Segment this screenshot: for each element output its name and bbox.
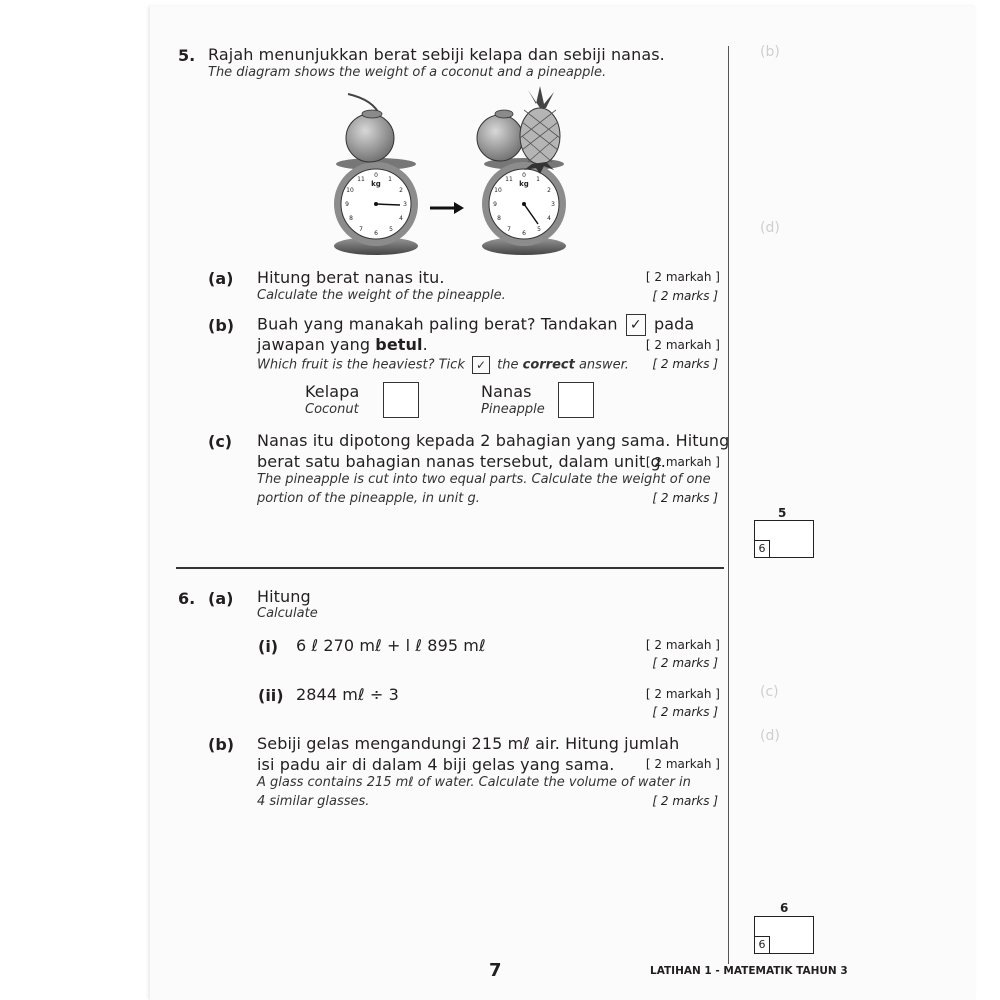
q6b-text-en-1: A glass contains 215 mℓ of water. Calculate the volume of water in (257, 775, 691, 790)
svg-text:6: 6 (374, 230, 378, 237)
score-max-q6: 6 (780, 901, 789, 915)
option-pineapple-ms: Nanas (481, 382, 532, 401)
q5b-text-ms-part: pada (653, 314, 695, 334)
q6b-text-ms-1: Sebiji gelas mengandungi 215 mℓ air. Hitung jumlah (257, 734, 680, 753)
svg-text:0: 0 (522, 172, 526, 179)
question-number: 6. (178, 589, 196, 608)
q6b-text-ms-2: isi padu air di dalam 4 biji gelas yang sama. (257, 755, 615, 774)
svg-text:3: 3 (403, 201, 407, 208)
svg-text:11: 11 (357, 176, 365, 183)
q5b-text-en-part: answer. (578, 357, 629, 373)
q5b-text-ms (257, 314, 694, 336)
question-number: 5. (178, 46, 196, 65)
margin-rule (728, 46, 729, 964)
q5b-text-en-bold: correct (522, 357, 575, 373)
marks-label: [ 2 markah ] (645, 638, 720, 652)
q5b-text-ms-bold: betul (375, 335, 423, 354)
tick-icon: ✓ (472, 356, 490, 374)
q5b-text-en (257, 356, 629, 374)
q5c-text-ms-1: Nanas itu dipotong kepada 2 bahagian yang sama. Hitung (257, 431, 730, 450)
marks-label: [ 2 marks ] (652, 656, 718, 670)
svg-text:7: 7 (359, 226, 363, 233)
marks-label: [ 2 marks ] (652, 705, 718, 719)
bleed-through-text: (d) (760, 220, 780, 236)
subquestion-label: (a) (208, 269, 234, 288)
svg-text:10: 10 (346, 187, 354, 194)
page-number: 7 (489, 960, 502, 981)
svg-text:3: 3 (551, 201, 555, 208)
svg-text:4: 4 (399, 215, 403, 222)
svg-text:11: 11 (505, 176, 513, 183)
svg-text:2: 2 (547, 187, 551, 194)
subquestion-label: (b) (208, 316, 235, 335)
q5b-text-ms-part: jawapan yang (257, 335, 371, 354)
scale-unit-label: kg (519, 180, 529, 188)
svg-text:10: 10 (494, 187, 502, 194)
q5b-text-ms-part: . (422, 335, 428, 354)
q6a-text-ms: Hitung (257, 587, 311, 606)
q5c-text-ms-2: berat satu bahagian nanas tersebut, dalam unit g. (257, 452, 666, 471)
question-stem-en: The diagram shows the weight of a coconut and a pineapple. (208, 65, 607, 80)
bleed-through-text: (c) (760, 684, 779, 700)
scale-right (477, 86, 566, 255)
svg-text:4: 4 (547, 215, 551, 222)
q5a-text-ms: Hitung berat nanas itu. (257, 268, 445, 287)
svg-text:1: 1 (536, 176, 540, 183)
scale-left (334, 94, 418, 255)
coconut-image (346, 114, 394, 162)
scale-unit-label: kg (371, 180, 381, 188)
coconut-image (477, 115, 523, 161)
q5c-text-en-2: portion of the pineapple, in unit g. (257, 491, 480, 506)
footer-title: LATIHAN 1 - MATEMATIK TAHUN 3 (650, 965, 848, 977)
answer-checkbox-pineapple[interactable] (558, 382, 594, 418)
svg-text:5: 5 (389, 226, 393, 233)
svg-text:7: 7 (507, 226, 511, 233)
score-total-q5: 6 (754, 540, 770, 558)
q6ai-expression: 6 ℓ 270 mℓ + l ℓ 895 mℓ (296, 636, 486, 655)
q5b-text-ms-line2 (257, 335, 428, 354)
marks-label: [ 2 marks ] (652, 289, 718, 303)
subquestion-label: (a) (208, 589, 234, 608)
answer-checkbox-coconut[interactable] (383, 382, 419, 418)
section-divider (176, 567, 724, 569)
marks-label: [ 2 markah ] (645, 757, 720, 771)
marks-label: [ 2 marks ] (652, 794, 718, 808)
marks-label: [ 2 markah ] (645, 338, 720, 352)
subquestion-label: (b) (208, 735, 235, 754)
marks-label: [ 2 marks ] (652, 357, 718, 371)
svg-text:0: 0 (374, 172, 378, 179)
option-coconut-ms: Kelapa (305, 382, 360, 401)
marks-label: [ 2 markah ] (645, 455, 720, 469)
q6aii-expression: 2844 mℓ ÷ 3 (296, 685, 399, 704)
arrow-icon (430, 202, 464, 214)
svg-text:2: 2 (399, 187, 403, 194)
q5c-text-en-1: The pineapple is cut into two equal parts. Calculate the weight of one (257, 472, 711, 487)
weighing-scale-diagram (318, 86, 580, 258)
score-box-q5[interactable] (754, 520, 814, 558)
score-max-q5: 5 (778, 506, 787, 520)
q5b-text-en-part: the (497, 357, 519, 373)
marks-label: [ 2 markah ] (645, 270, 720, 284)
option-pineapple-en: Pineapple (481, 402, 545, 417)
marks-label: [ 2 marks ] (652, 491, 718, 505)
q6a-text-en: Calculate (257, 606, 318, 621)
svg-text:9: 9 (345, 201, 349, 208)
q6b-text-en-2: 4 similar glasses. (257, 794, 370, 809)
score-box-q6[interactable] (754, 916, 814, 954)
score-total-q6: 6 (754, 936, 770, 954)
q5b-text-en-part: Which fruit is the heaviest? Tick (257, 357, 465, 373)
subquestion-label: (i) (258, 637, 279, 656)
subquestion-label: (c) (208, 432, 233, 451)
svg-text:5: 5 (537, 226, 541, 233)
svg-text:9: 9 (493, 201, 497, 208)
svg-text:8: 8 (349, 215, 353, 222)
q5a-text-en: Calculate the weight of the pineapple. (257, 288, 506, 303)
svg-text:6: 6 (522, 230, 526, 237)
svg-text:1: 1 (388, 176, 392, 183)
option-coconut-en: Coconut (305, 402, 359, 417)
subquestion-label: (ii) (258, 686, 284, 705)
q5b-text-ms-part: Buah yang manakah paling berat? Tandakan (257, 314, 618, 334)
question-stem-ms: Rajah menunjukkan berat sebiji kelapa dan sebiji nanas. (208, 45, 665, 64)
tick-icon: ✓ (626, 314, 646, 336)
marks-label: [ 2 markah ] (645, 687, 720, 701)
bleed-through-text: (d) (760, 728, 780, 744)
bleed-through-text: (b) (760, 44, 780, 60)
svg-text:8: 8 (497, 215, 501, 222)
